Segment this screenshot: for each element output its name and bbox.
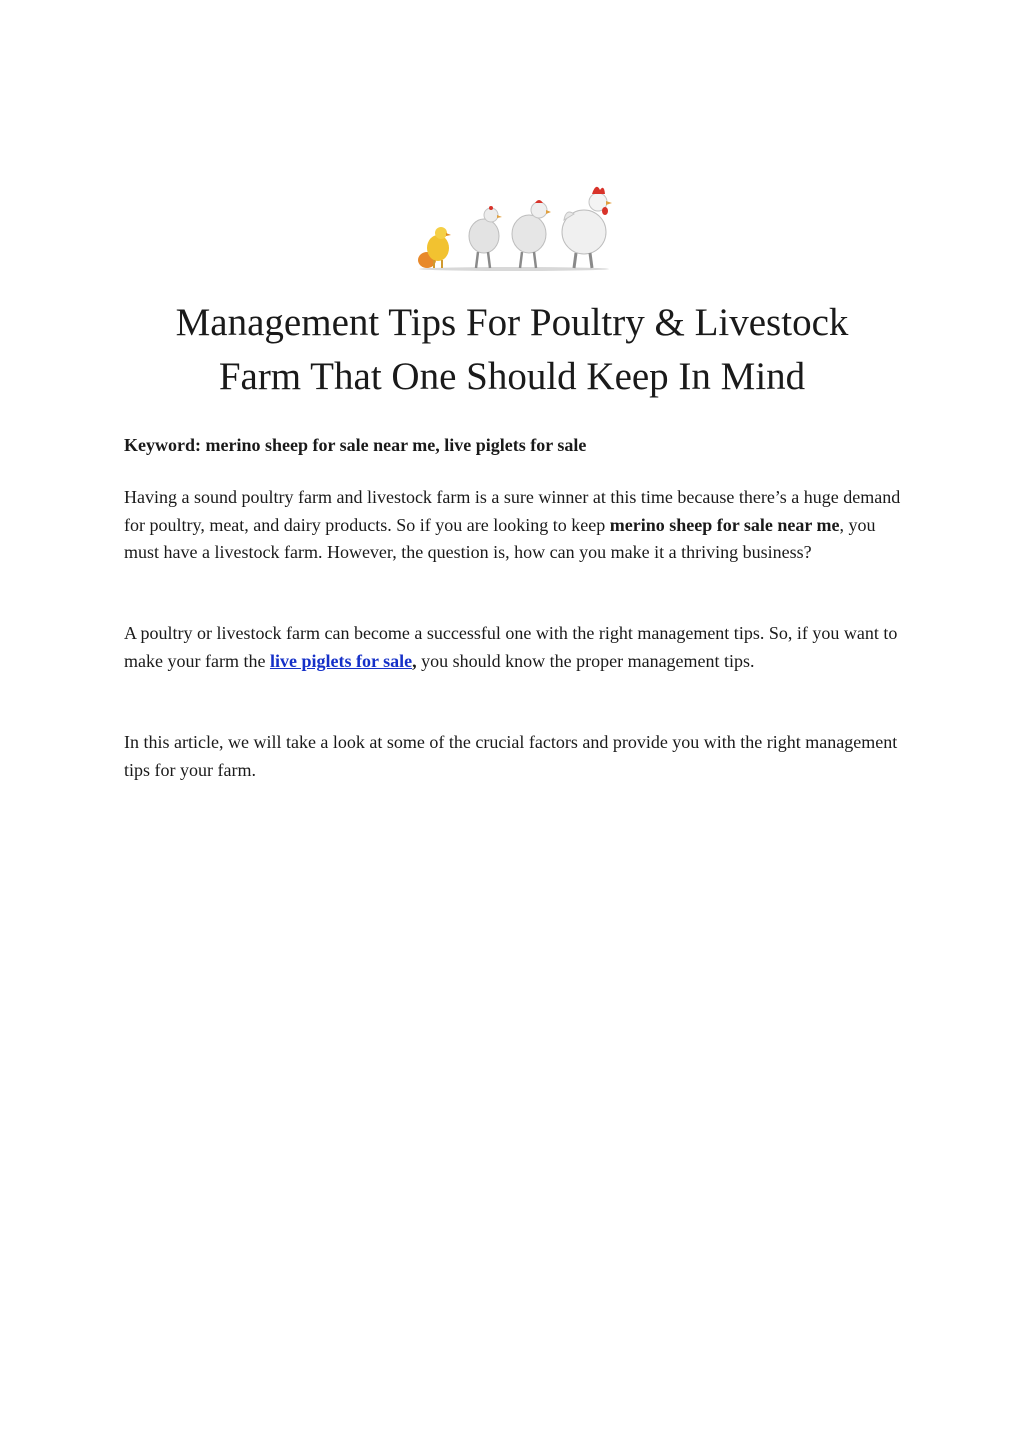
chicken-growth-stages-icon: [414, 180, 614, 275]
live-piglets-link[interactable]: live piglets for sale: [269, 650, 413, 671]
keyword-label: Keyword:: [124, 435, 206, 455]
paragraph-management: [124, 620, 914, 675]
paragraph-intro-text-b: , you must have a livestock farm. However, the question is, how can you make it a thriving business?: [124, 514, 876, 562]
paragraph-intro-bold: merino sheep for sale near me: [609, 514, 840, 535]
paragraph-management-text-a: A poultry or livestock farm can become a successful one with the right management tips. So, if you want to make your farm the: [124, 623, 898, 671]
document-title: [100, 296, 924, 404]
keyword-values: merino sheep for sale near me, live piglets for sale: [205, 435, 587, 455]
paragraph-management-comma: ,: [412, 650, 417, 671]
paragraph-intro: [124, 484, 914, 567]
paragraph-management-text-b: you should know the proper management tips.: [416, 650, 755, 671]
title-line-2: Farm That One Should Keep In Mind: [218, 355, 806, 398]
keyword-line: [124, 432, 914, 460]
title-line-1: Management Tips For Poultry & Livestock: [175, 301, 849, 344]
paragraph-intro-text-a: Having a sound poultry farm and livestock farm is a sure winner at this time because there’s a huge demand for poultry, meat, and dairy products. So if you are looking to keep: [124, 487, 901, 535]
paragraph-article: In this article, we will take a look at some of the crucial factors and provide you with the right management tips for your farm.: [124, 732, 898, 780]
